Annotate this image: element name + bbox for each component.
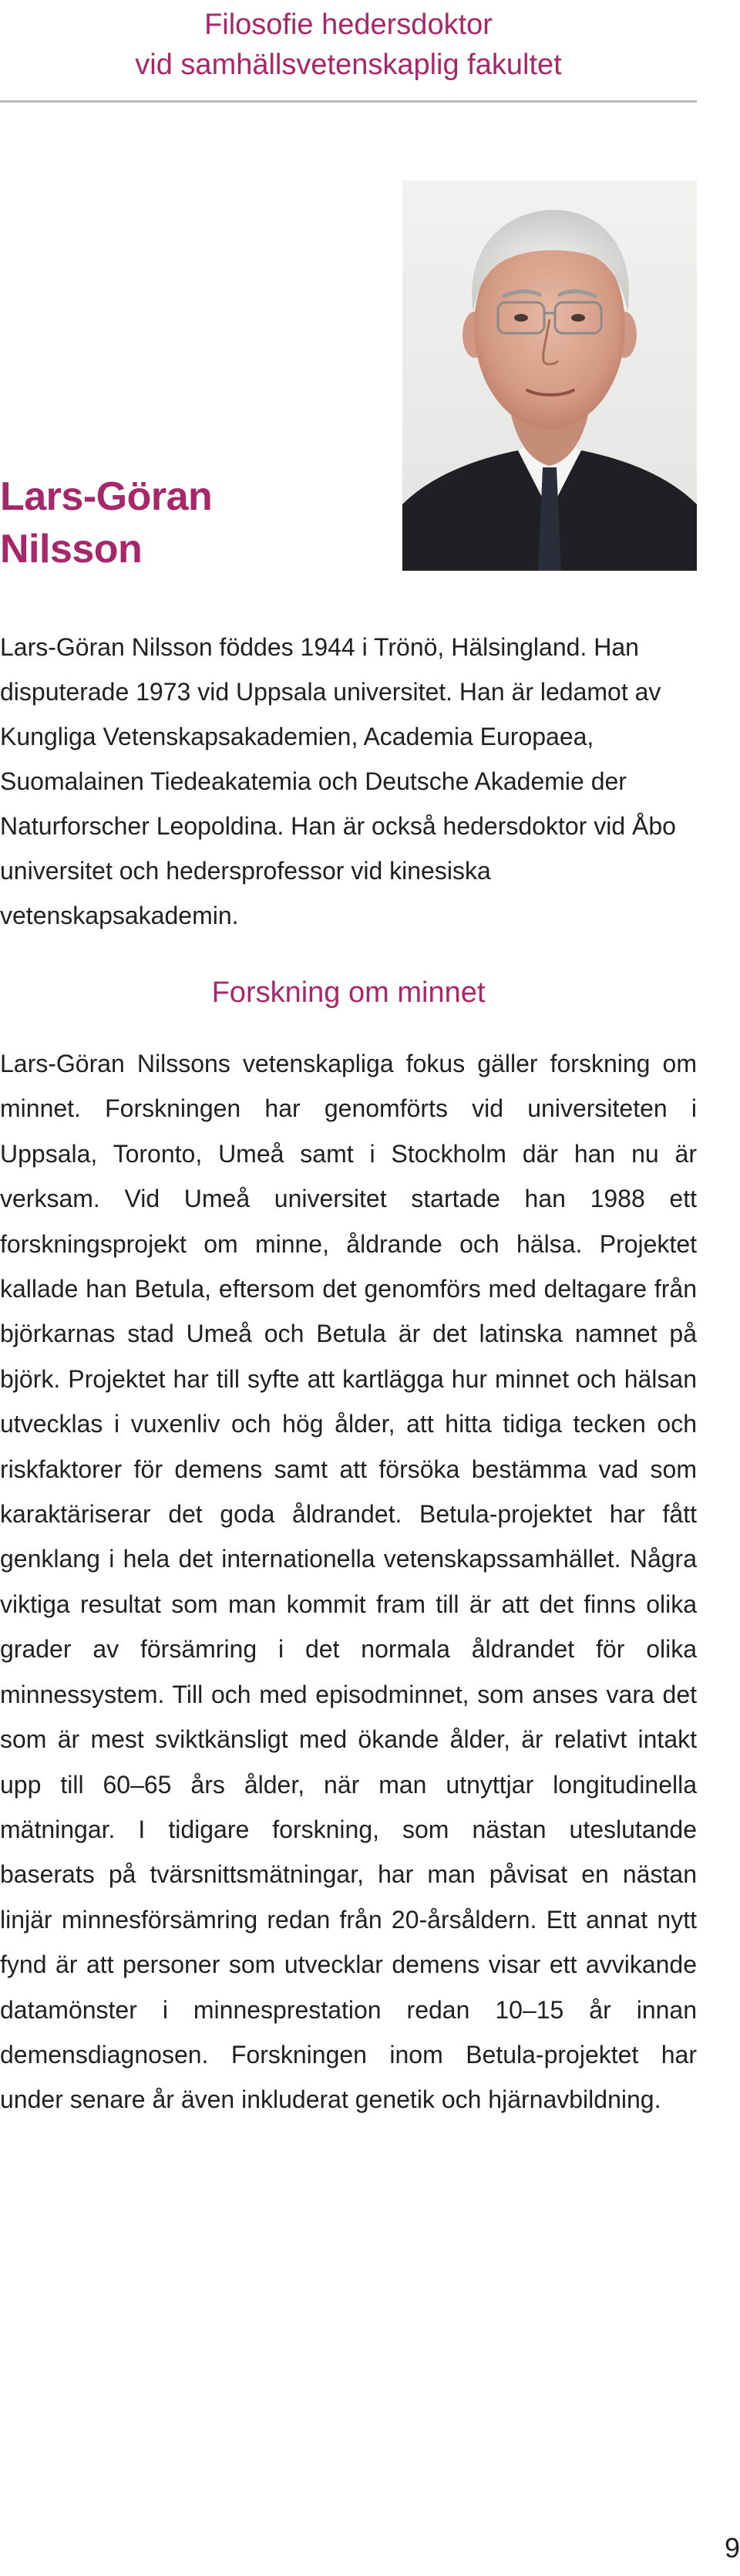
- page-header: [0, 0, 697, 85]
- portrait-photo: [402, 180, 697, 571]
- header-title-line2: vid samhällsvetenskaplig fakultet: [135, 49, 562, 81]
- research-paragraph: Lars-Göran Nilssons vetenskapliga fokus gäller forskning om minnet. Forskningen har genomförts vid universiteten i Uppsala, Toronto, Umeå samt i Stockholm där han nu är verksam. Vid Umeå universitet startade han 1988 ett forskningsprojekt om minne, åldrande och hälsa. Projektet kallade han Betula, eftersom det genomförs med deltagare från björkarnas stad Umeå och Betula är det latinska namnet på björk. Projektet har till syfte att kartlägga hur minnet och hälsan utvecklas i vuxenliv och hög ålder, att hitta tidiga tecken och riskfaktorer för demens samt att försöka bestämma vad som karaktäriserar det goda åldrandet. Betula-projektet har fått genklang i hela det internationella vetenskapssamhället. Några viktiga resultat som man kommit fram till är att det finns olika grader av försämring i det normala åldrandet för olika minnessystem. Till och med episodminnet, som anses vara det som är mest sviktkänsligt med ökande ålder, är relativt intakt upp till 60–65 års ålder, när man utnyttjar longitudinella mätningar. I tidigare forskning, som nästan uteslutande baserats på tvärsnittsmätningar, har man påvisat en nästan linjär minnesförsämring redan från 20-årsåldern. Ett annat nytt fynd är att personer som utvecklar demens visar ett avvikande datamönster i minnesprestation redan 10–15 år innan demensdiagnosen. Forskningen inom Betula-projektet har under senare år även inkluderat genetik och hjärnavbildning.: [0, 1050, 697, 2114]
- person-name: [0, 470, 212, 575]
- header-divider: [0, 100, 697, 103]
- header-title-line1: Filosofie hedersdoktor: [204, 8, 493, 41]
- person-name-line2: Nilsson: [0, 527, 143, 572]
- portrait-image: [402, 180, 697, 571]
- page-number: 9: [724, 2532, 740, 2564]
- person-name-line1: Lars-Göran: [0, 474, 213, 519]
- section-heading: Forskning om minnet: [211, 976, 486, 1009]
- biography-paragraph: Lars-Göran Nilsson föddes 1944 i Trönö, Hälsingland. Han disputerade 1973 vid Uppsala universitet. Han är ledamot av Kungliga Vetenskapsakademien, Academia Europaea, Suomalainen Tiedeakatemia och Deutsche Akademie der Naturforscher Leopoldina. Han är också hedersdoktor vid Åbo universitet och hedersprofessor vid kinesiska vetenskapsakademin.: [0, 633, 676, 929]
